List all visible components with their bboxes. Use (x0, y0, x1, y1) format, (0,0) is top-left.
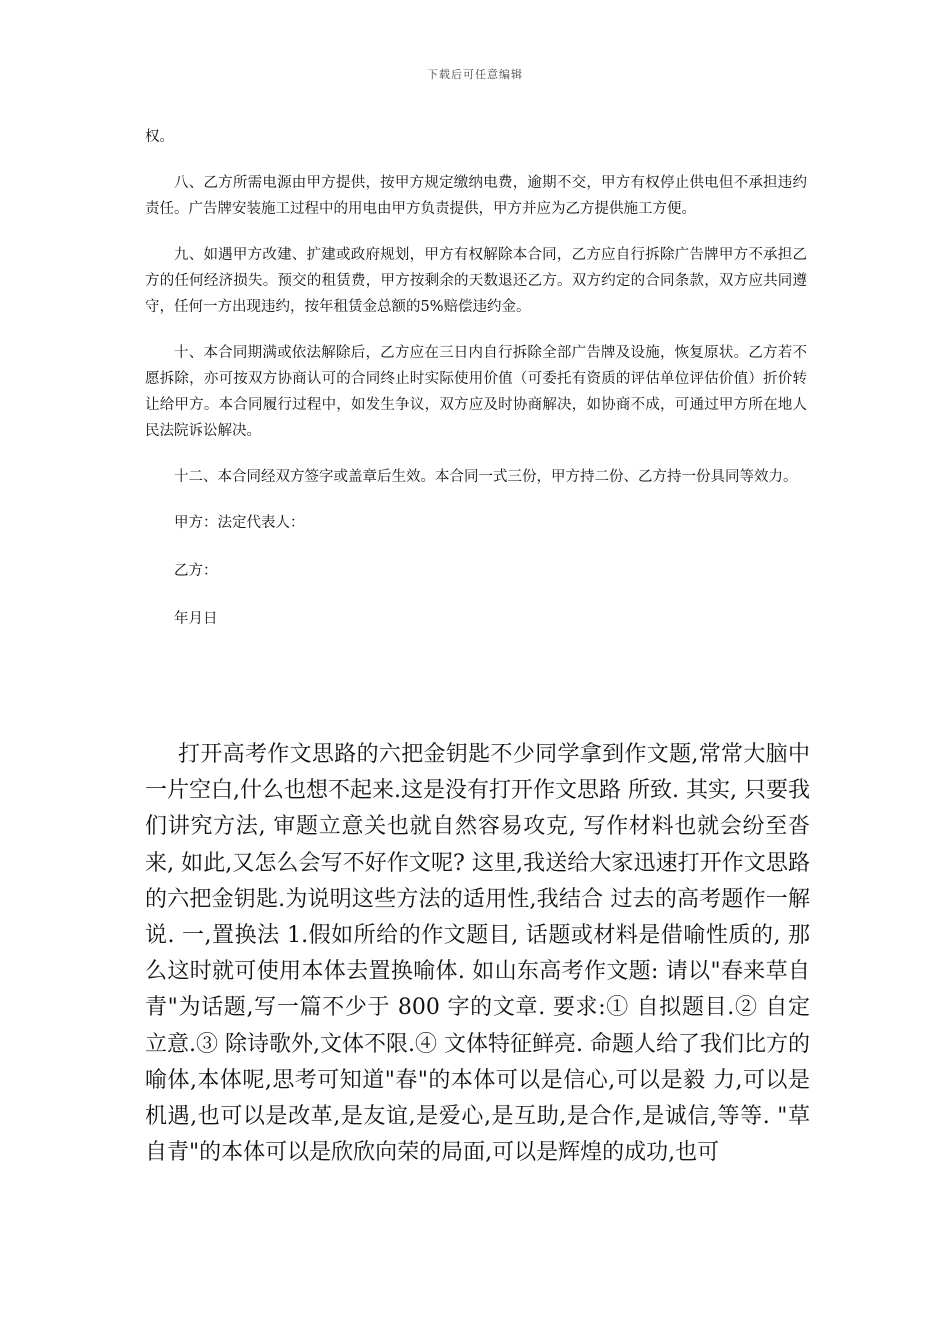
signature-party-a: 甲方：法定代表人： (174, 515, 305, 531)
signature-date: 年月日 (174, 611, 218, 627)
paragraph-continuation: 权。 (145, 129, 174, 145)
clause-12: 十二、本合同经双方签字或盖章后生效。本合同一式三份，甲方持二份、乙方持一份具同等效力。 (174, 469, 798, 485)
page-header: 下载后可任意编辑 (427, 68, 523, 81)
clause-10: 十、本合同期满或依法解除后，乙方应在三日内自行拆除全部广告牌及设施，恢复原状。乙方若不愿拆除，亦可按双方协商认可的合同终止时实际使用价值（可委托有资质的评估单位评估价值）折价转让给甲方。本合同履行过程中，如发生争议，双方应及时协商解决，如协商不成，可通过甲方所在地人民法院诉讼解决。 (145, 345, 807, 439)
essay-paragraph: 打开高考作文思路的六把金钥匙不少同学拿到作文题,常常大脑中一片空白,什么也想不起来.这是没有打开作文思路 所致. 其实, 只要我们讲究方法, 审题立意关也就自然容易攻克, 写作材料也就会纷至沓来, 如此,又怎么会写不好作文呢? 这里,我送给大家迅速打开作文思路的六把金钥匙.为说明这些方法的适用性,我结合 过去的高考题作一解说. 一,置换法 1.假如所给的作文题目, 话题或材料是借喻性质的, 那么这时就可使用本体去置换喻体. 如山东高考作文题: 请以"春来草自青"为话题,写一篇不少于 800 字的文章. 要求:① 自拟题目.② 自定立意.③ 除诗歌外,文体不限.④ 文体特征鲜亮. 命题人给了我们比方的喻体,本体呢,思考可知道"春"的本体可以是信心,可以是毅 力,可以是机遇,也可以是改革,是友谊,是爱心,是互助,是合作,是诚信,等等. "草 自青"的本体可以是欣欣向荣的局面,可以是辉煌的成功,也可 (145, 742, 810, 1166)
clause-8: 八、乙方所需电源由甲方提供，按甲方规定缴纳电费，逾期不交，甲方有权停止供电但不承担违约责任。广告牌安装施工过程中的用电由甲方负责提供，甲方并应为乙方提供施工方便。 (145, 175, 807, 217)
contract-body (145, 124, 807, 654)
signature-party-b: 乙方： (174, 563, 218, 579)
clause-9: 九、如遇甲方改建、扩建或政府规划，甲方有权解除本合同，乙方应自行拆除广告牌甲方不承担乙方的任何经济损失。预交的租赁费，甲方按剩余的天数退还乙方。双方约定的合同条款，双方应共同遵守，任何一方出现违约，按年租赁金总额的5%赔偿违约金。 (145, 247, 807, 315)
